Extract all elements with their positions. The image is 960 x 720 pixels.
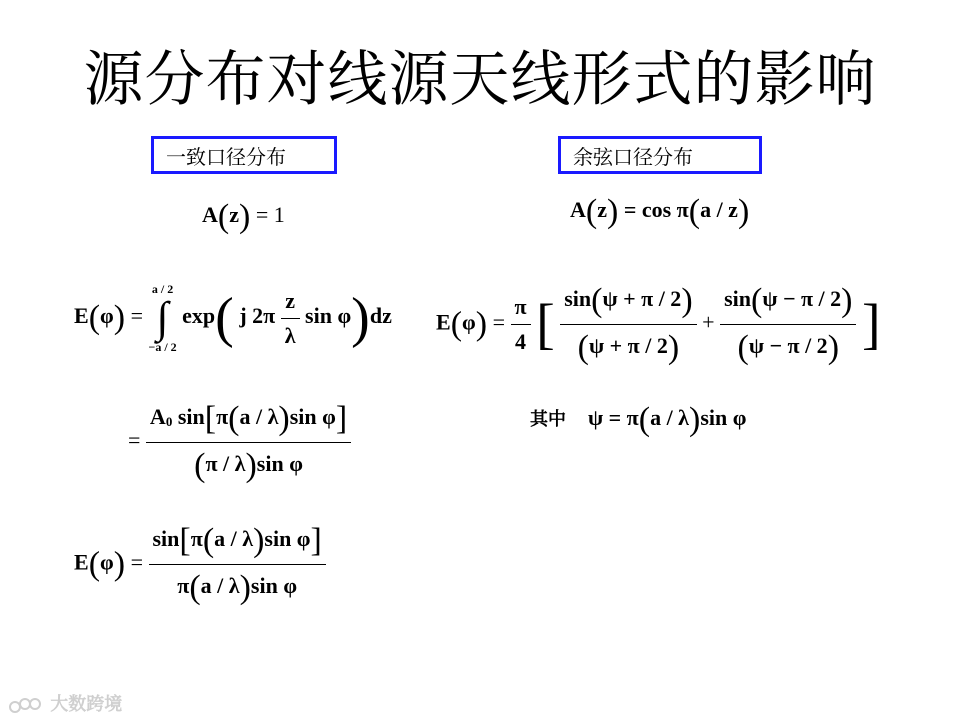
normalized-pattern: E(φ) = $\frac{\text{sin[π(a / λ)sin φ]}}{\text{π(a / λ)sin φ}}$ — [74, 522, 326, 607]
where-label: 其中 — [530, 409, 566, 431]
cosine-amplitude-value: = cos π — [623, 197, 689, 223]
uniform-pattern-result: = $\frac{\text{A0 sin[π(a / λ)sin φ]}}{\text{(π / λ)sin φ}}$ — [128, 400, 351, 485]
uniform-distribution-label — [151, 136, 337, 174]
watermark-logo-icon — [8, 696, 44, 714]
uniform-amplitude-value: = 1 — [255, 202, 285, 228]
cosine-distribution-label — [558, 136, 762, 174]
psi-lhs: ψ = π — [588, 405, 639, 431]
integral-sign: a / 2 ∫ −a / 2 — [148, 282, 177, 355]
uniform-amplitude-equation: A(z) = 1 — [202, 198, 285, 235]
cosine-amplitude-equation: A(z) = cos π(a / z) — [570, 193, 750, 230]
page-title: 源分布对线源天线形式的影响 — [83, 45, 877, 115]
psi-rhs: sin φ — [700, 405, 747, 431]
watermark-text: 大数跨境 — [50, 694, 123, 715]
psi-definition: 其中 ψ = π(a / λ)sin φ — [530, 401, 747, 438]
amplitude-symbol: A — [202, 202, 218, 228]
uniform-distribution-label-text: 一致口径分布 — [166, 145, 286, 169]
cosine-distribution-label-text: 余弦口径分布 — [573, 145, 693, 169]
cosine-pattern-equation: E(φ) = $\frac{\pi}{4}$ [ $\frac{\sin(\psi + \pi / 2)}{(\psi + \pi / 2)}$ + $\frac{\sin(\psi - \pi / 2)}{(\psi - \pi / 2)}$ ] — [436, 282, 881, 366]
uniform-pattern-integral: E(φ) = a / 2 ∫ −a / 2 exp( j 2π $\frac{z}{\lambda}$ sin φ)dz — [74, 282, 392, 355]
amplitude-symbol-right: A — [570, 197, 586, 223]
watermark — [8, 690, 122, 716]
